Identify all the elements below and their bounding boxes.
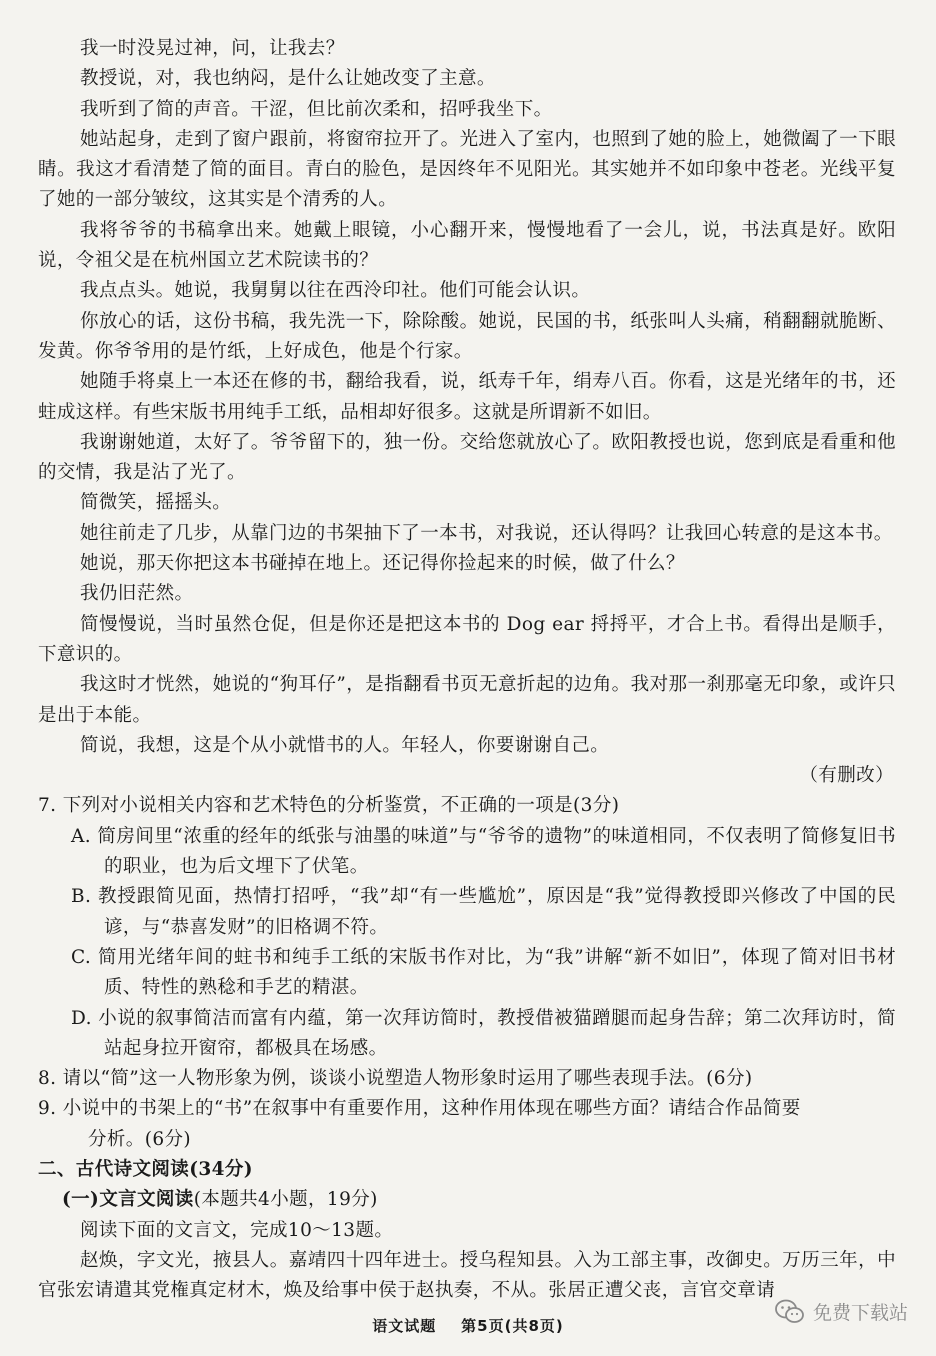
story-paragraph: 我听到了简的声音。干涩，但比前次柔和，招呼我坐下。 — [80, 98, 553, 120]
story-paragraph: 我一时没晃过神，问，让我去？ — [80, 38, 345, 59]
subsection-note: (本题共4小题，19分) — [193, 1189, 378, 1211]
classical-text: 赵焕，字文光，掖县人。嘉靖四十四年进士。授乌程知县。入为工部主事，改御史。万历三年，中官张宏请遣其党権真定材木，焕及给事中侯于赵执奏，不从。张居正遭父丧，言官交章请 — [38, 1249, 896, 1302]
story-paragraph: 简微笑，摇摇头。 — [80, 492, 232, 514]
story-paragraph: 她说，那天你把这本书碰掉在地上。还记得你捡起来的时候，做了什么？ — [80, 553, 685, 575]
section-classical-reading — [38, 1155, 896, 1306]
abridged-note: （有删改） — [799, 765, 894, 787]
story-paragraph: 她随手将桌上一本还在修的书，翻给我看，说，纸寿千年，绢寿八百。你看，这是光绪年的书，还蛀成这样。有些宋版书用纯手工纸，品相却好很多。这就是所谓新不如旧。 — [38, 371, 896, 423]
question-9 — [38, 1094, 896, 1155]
wechat-icon — [775, 1299, 805, 1325]
instruction: 阅读下面的文言文，完成10～13题。 — [80, 1219, 394, 1241]
question-8: 8. 请以“简”这一人物形象为例，谈谈小说塑造人物形象时运用了哪些表现手法。(6分) — [38, 1068, 753, 1090]
watermark — [775, 1298, 908, 1325]
footer-page-number: 第5页(共8页) — [461, 1317, 564, 1335]
option-a: A. 简房间里“浓重的经年的纸张与油墨的味道”与“爷爷的遗物”的味道相同，不仅表明了简修复旧书的职业，也为后文埋下了伏笔。 — [71, 825, 896, 878]
story-paragraph: 她往前走了几步，从靠门边的书架抽下了一本书，对我说，还认得吗？让我回心转意的是这本书。 — [80, 522, 893, 544]
footer-subject: 语文试题 — [372, 1317, 437, 1335]
subsection-heading: (一)文言文阅读 — [62, 1189, 194, 1211]
option-b: B. 教授跟简见面，热情打招呼，“我”却“有一些尴尬”，原因是“我”觉得教授即兴修改了中国的民谚，与“恭喜发财”的旧格调不符。 — [71, 886, 896, 938]
question-9-line: 分析。(6分) — [88, 1128, 192, 1150]
story-paragraph: 我将爷爷的书稿拿出来。她戴上眼镜，小心翻开来，慢慢地看了一会儿，说，书法真是好。欧阳说，令祖父是在杭州国立艺术院读书的？ — [38, 219, 896, 272]
story-paragraph: 我这时才恍然，她说的“狗耳仔”，是指翻看书页无意折起的边角。我对那一刹那毫无印象，或许只是出于本能。 — [38, 674, 896, 726]
section-title: 二、古代诗文阅读(34分) — [38, 1158, 253, 1180]
option-d: D. 小说的叙事简洁而富有内蕴，第一次拜访简时，教授借被猫蹭腿而起身告辞；第二次拜访时，简站起身拉开窗帘，都极具在场感。 — [71, 1007, 896, 1059]
story-paragraph: 我仍旧茫然。 — [80, 583, 194, 605]
watermark-text: 免费下载站 — [812, 1302, 908, 1324]
story-paragraph: 她站起身，走到了窗户跟前，将窗帘拉开了。光进入了室内，也照到了她的脸上，她微阖了一下眼睛。我这才看清楚了简的面目。青白的脸色，是因终年不见阳光。其实她并不如印象中苍老。光线平复了她的一部分皱纹，这其实是个清秀的人。 — [38, 128, 896, 211]
story-paragraph: 教授说，对，我也纳闷，是什么让她改变了主意。 — [80, 68, 496, 90]
option-c: C. 简用光绪年间的蛀书和纯手工纸的宋版书作对比，为“我”讲解“新不如旧”，体现了简对旧书材质、特性的熟稔和手艺的精湛。 — [71, 946, 896, 999]
question-9-line: 9. 小说中的书架上的“书”在叙事中有重要作用，这种作用体现在哪些方面？请结合作品简要 — [38, 1098, 801, 1120]
story-paragraph: 我点点头。她说，我舅舅以往在西泠印社。他们可能会认识。 — [80, 280, 591, 302]
story-paragraph: 你放心的话，这份书稿，我先洗一下，除除酸。她说，民国的书，纸张叫人头痛，稍翻翻就脆断、发黄。你爷爷用的是竹纸，上好成色，他是个行家。 — [38, 310, 896, 362]
story-paragraph: 简说，我想，这是个从小就惜书的人。年轻人，你要谢谢自己。 — [80, 734, 610, 756]
question-stem: 7. 下列对小说相关内容和艺术特色的分析鉴赏，不正确的一项是(3分) — [38, 795, 620, 817]
story-text — [38, 34, 896, 791]
question-7 — [38, 791, 896, 1064]
subsection-title — [38, 1185, 896, 1215]
story-paragraph: 简慢慢说，当时虽然仓促，但是你还是把这本书的 Dog ear 捋捋平，才合上书。看得出是顺手，下意识的。 — [38, 613, 896, 665]
story-paragraph: 我谢谢她道，太好了。爷爷留下的，独一份。交给您就放心了。欧阳教授也说，您到底是看重和他的交情，我是沾了光了。 — [38, 431, 896, 484]
